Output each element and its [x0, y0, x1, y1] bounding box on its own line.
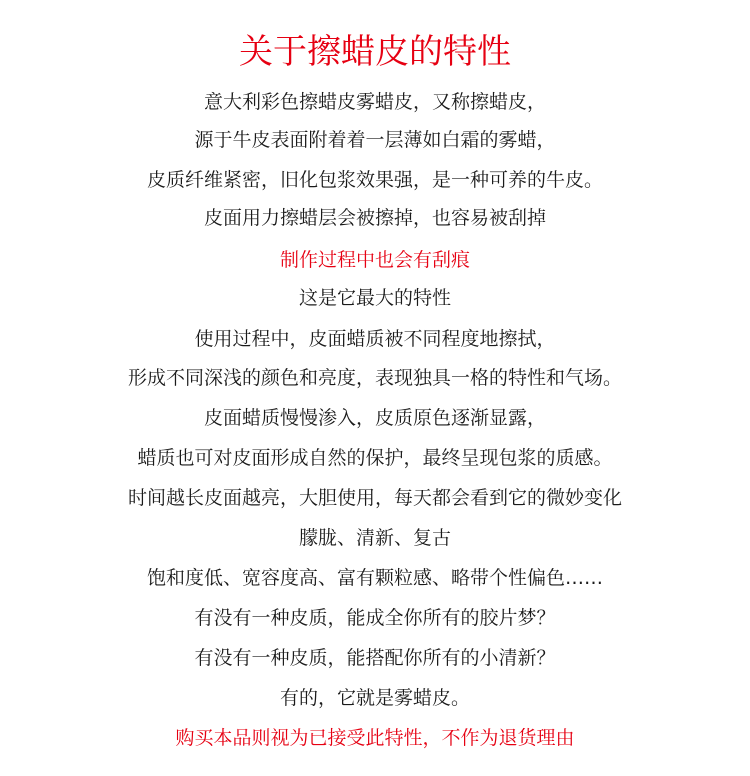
text-line-16: 有的，它就是雾蜡皮。	[279, 687, 470, 709]
text-line-8: 形成不同深浅的颜色和亮度，表现独具一格的特性和气场。	[127, 367, 622, 389]
text-line-15: 有没有一种皮质，能搭配你所有的小清新？	[194, 647, 556, 669]
text-line-14: 有没有一种皮质，能成全你所有的胶片梦？	[194, 607, 556, 629]
text-line-13: 饱和度低、宽容度高、富有颗粒感、略带个性偏色……	[146, 567, 603, 589]
text-line-1: 意大利彩色擦蜡皮雾蜡皮，又称擦蜡皮，	[203, 91, 546, 113]
text-line-7: 使用过程中，皮面蜡质被不同程度地擦拭，	[194, 328, 556, 350]
text-line-11: 时间越长皮面越亮，大胆使用，每天都会看到它的微妙变化	[127, 487, 622, 509]
text-line-3: 皮质纤维紧密，旧化包浆效果强，是一种可养的牛皮。	[146, 169, 603, 191]
highlight-line-scratches: 制作过程中也会有刮痕	[279, 249, 470, 271]
text-line-10: 蜡质也可对皮面形成自然的保护，最终呈现包浆的质感。	[137, 447, 613, 469]
text-line-12: 朦胧、清新、复古	[298, 527, 451, 549]
text-line-9: 皮面蜡质慢慢渗入，皮质原色逐渐显露，	[203, 407, 546, 429]
text-line-6: 这是它最大的特性	[298, 287, 451, 309]
page-title: 关于擦蜡皮的特性	[239, 32, 511, 72]
text-line-4: 皮面用力擦蜡层会被擦掉，也容易被刮掉	[203, 207, 546, 229]
text-line-2: 源于牛皮表面附着着一层薄如白霜的雾蜡，	[194, 129, 556, 151]
return-policy-notice: 购买本品则视为已接受此特性，不作为退货理由	[175, 727, 575, 749]
